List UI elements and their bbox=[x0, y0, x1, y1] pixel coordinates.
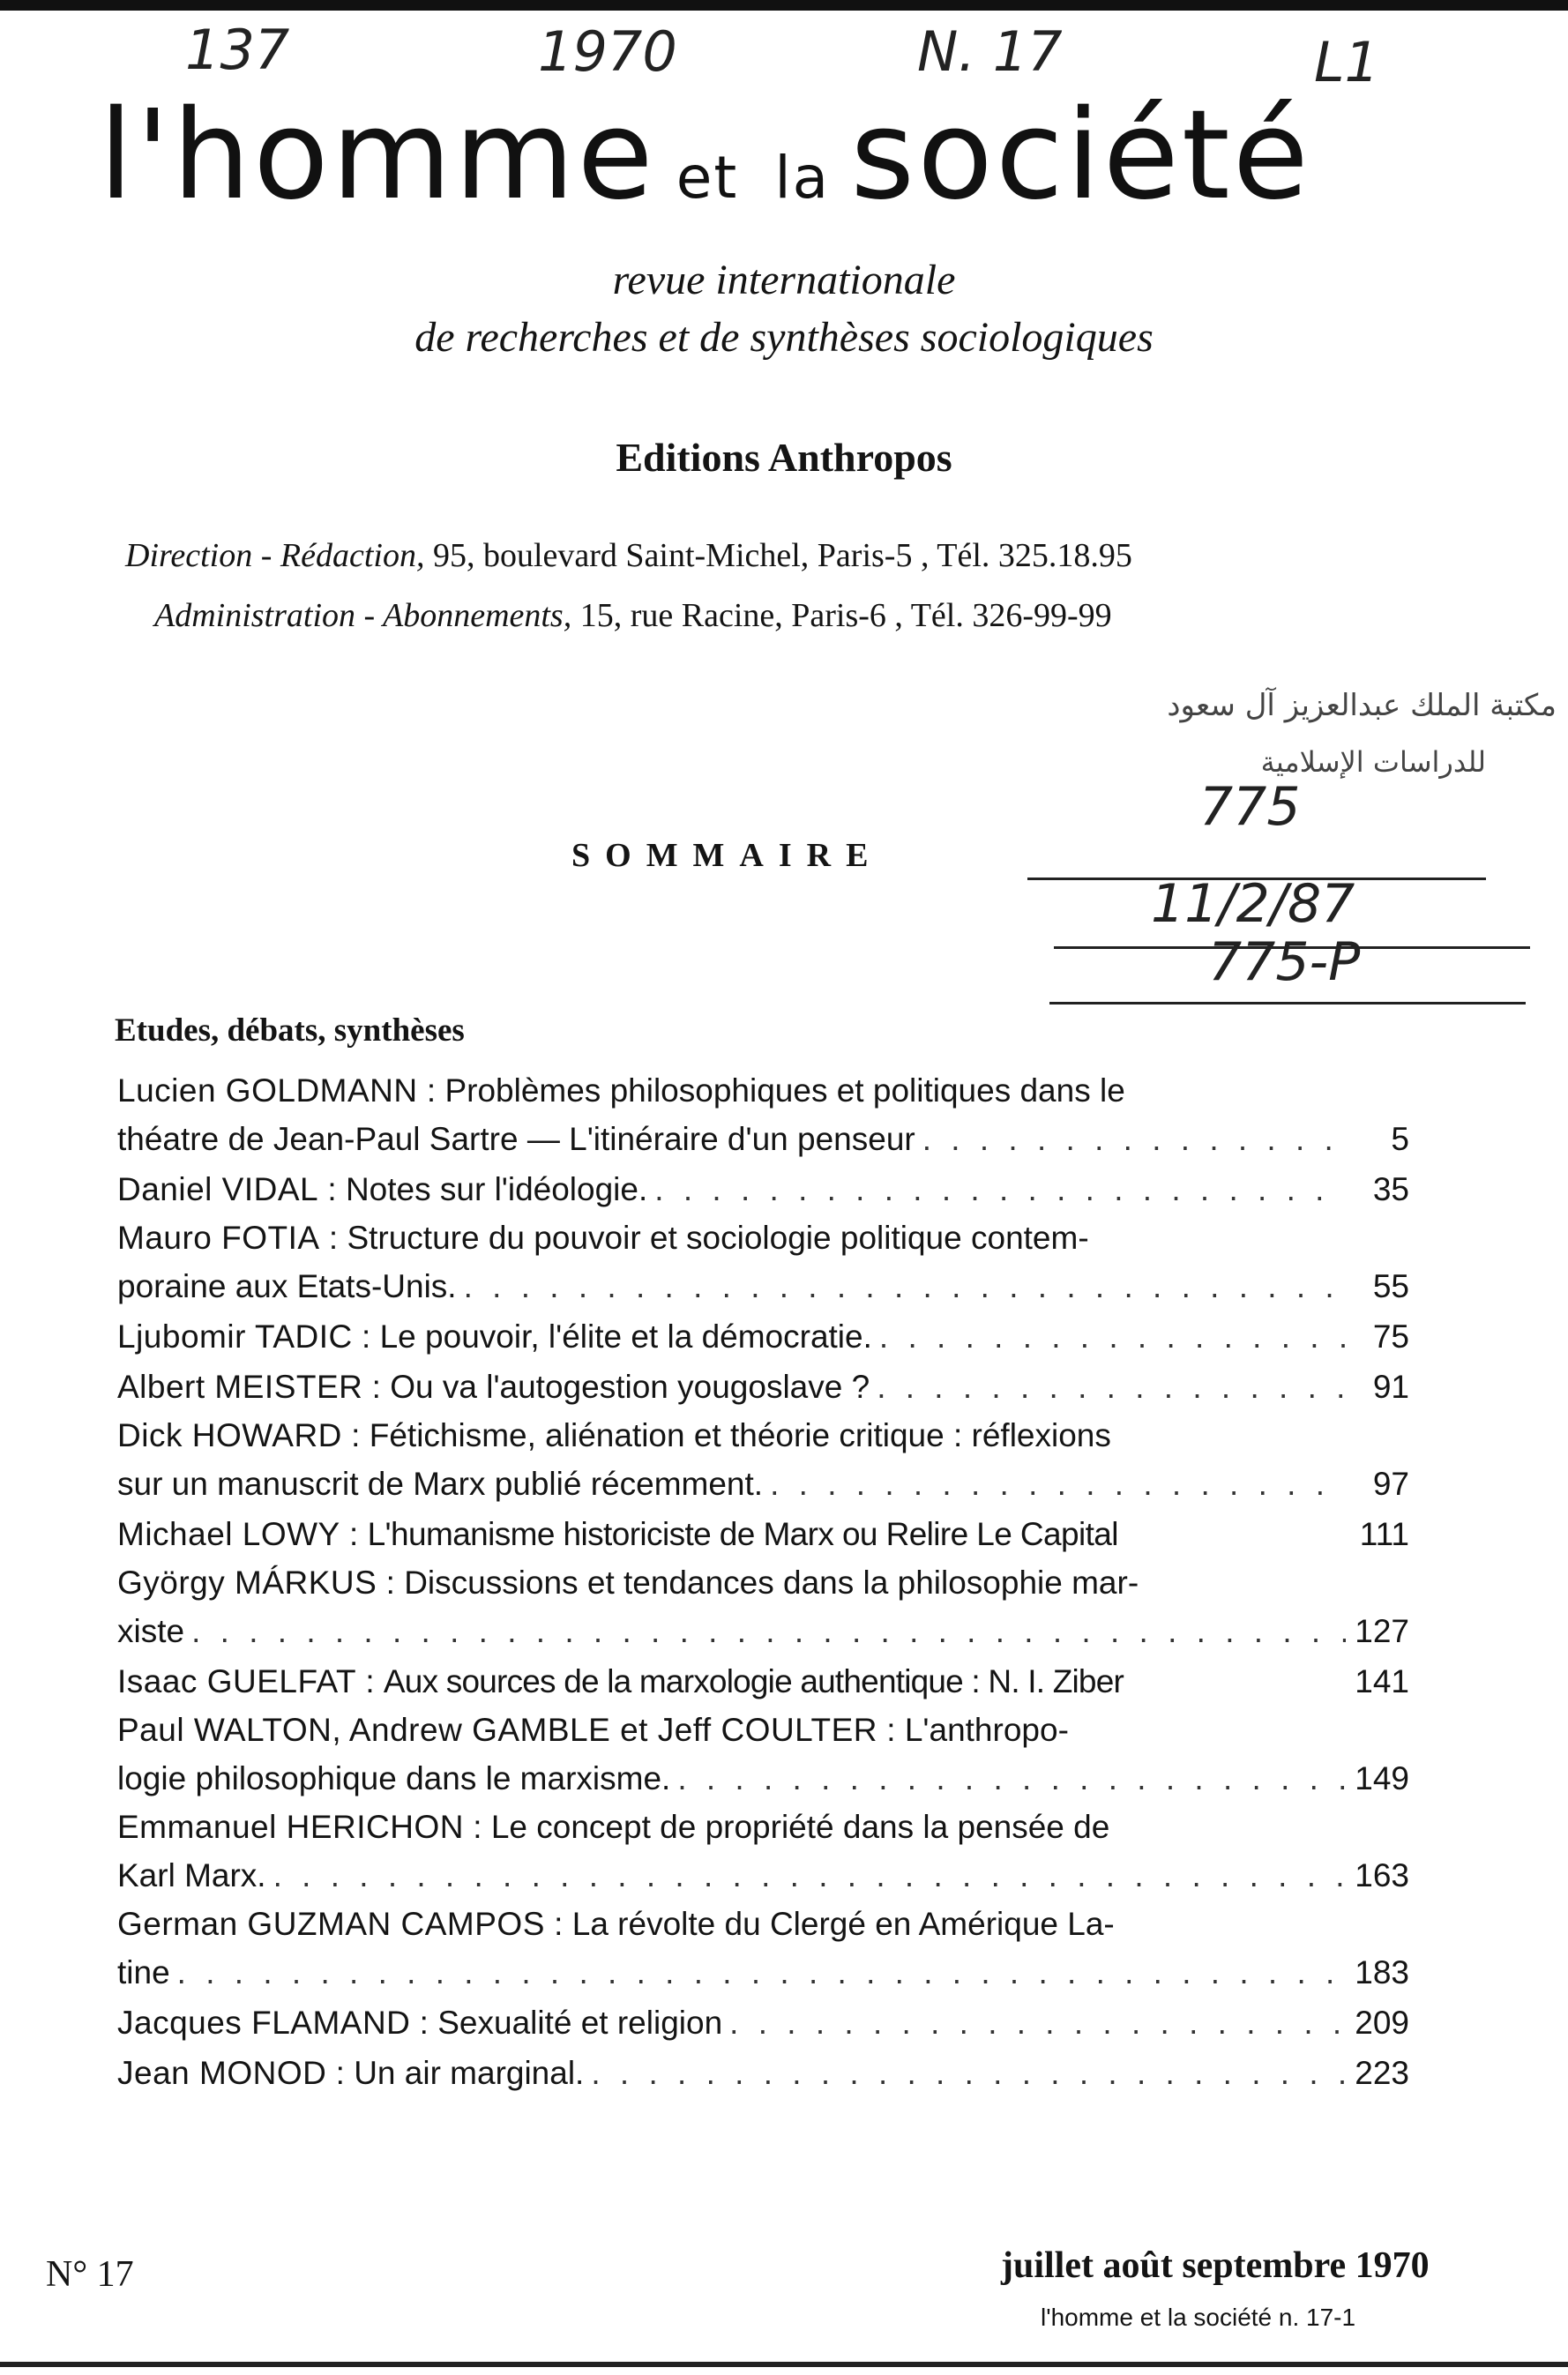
toc-title: Fétichisme, aliénation et théorie critique : réflexions bbox=[369, 1417, 1111, 1453]
toc-title-cont: poraine aux Etats-Unis. bbox=[117, 1268, 457, 1304]
dot-leader bbox=[877, 1362, 1346, 1412]
toc-entry: Albert MEISTER : Ou va l'autogestion yougoslave ? . . . 91 bbox=[117, 1362, 1409, 1412]
handwritten-year: 1970 bbox=[538, 19, 677, 84]
issue-date: juillet août septembre 1970 bbox=[1001, 2245, 1430, 2286]
library-stamp bbox=[1010, 670, 1567, 1023]
dot-leader bbox=[654, 1164, 1346, 1214]
toc-entry: Dick HOWARD : Fétichisme, aliénation et théorie critique : réflexions sur un manuscrit de Marx publié récemment. . . . 97 bbox=[117, 1412, 1409, 1509]
toc-entry: Paul WALTON, Andrew GAMBLE et Jeff COULTER : L'anthropo- logie philosophique dans le marxisme. . . . 149 bbox=[117, 1707, 1409, 1804]
toc-page: 141 bbox=[1355, 1663, 1409, 1699]
handwritten-catalog-number: 137 bbox=[185, 18, 290, 82]
toc-page: 35 bbox=[1372, 1171, 1409, 1207]
toc-page: 149 bbox=[1355, 1760, 1409, 1796]
subtitle-line-2: de recherches et de synthèses sociologiques bbox=[414, 314, 1154, 361]
toc-entry: György MÁRKUS : Discussions et tendances dans la philosophie mar- xiste . . . 127 bbox=[117, 1559, 1409, 1656]
toc-title: Le pouvoir, l'élite et la démocratie. bbox=[379, 1318, 872, 1355]
toc-page: 209 bbox=[1355, 2005, 1409, 2041]
toc-author: Isaac GUELFAT bbox=[117, 1663, 357, 1699]
address-direction-text: 95, boulevard Saint-Michel, Paris-5 , Tél. 325.18.95 bbox=[432, 537, 1132, 574]
toc-author: Daniel VIDAL bbox=[117, 1171, 319, 1207]
dot-leader bbox=[677, 1754, 1346, 1804]
stamp-line-2: للدراسات الإسلامية bbox=[1260, 745, 1486, 779]
toc-page: 75 bbox=[1372, 1318, 1409, 1355]
toc-author: Lucien GOLDMANN bbox=[117, 1072, 418, 1109]
toc-author: György MÁRKUS bbox=[117, 1565, 377, 1601]
toc-page: 223 bbox=[1355, 2055, 1409, 2091]
stamp-line-1: مكتبة الملك عبدالعزيز آل سعود bbox=[1167, 688, 1557, 723]
dot-leader bbox=[464, 1262, 1346, 1311]
toc-page: 163 bbox=[1355, 1857, 1409, 1893]
dot-leader bbox=[770, 1460, 1346, 1509]
toc-title: Structure du pouvoir et sociologie politique contem- bbox=[347, 1220, 1089, 1256]
toc-page: 183 bbox=[1355, 1954, 1409, 1990]
masthead-word-societe: société bbox=[850, 84, 1311, 228]
toc-title-cont: théatre de Jean-Paul Sartre — L'itinéraire d'un penseur bbox=[117, 1121, 915, 1157]
masthead bbox=[99, 84, 1475, 228]
toc-title: Le concept de propriété dans la pensée de bbox=[490, 1809, 1110, 1845]
toc-entry: Daniel VIDAL : Notes sur l'idéologie. . . . 35 bbox=[117, 1164, 1409, 1214]
toc-author: Jean MONOD bbox=[117, 2055, 327, 2091]
toc-title: Notes sur l'idéologie. bbox=[345, 1171, 648, 1207]
toc-entry: Isaac GUELFAT : Aux sources de la marxologie authentique : N. I. Ziber 141 bbox=[117, 1656, 1409, 1707]
dot-leader bbox=[729, 1998, 1346, 2048]
stamp-call-number: 775-P bbox=[1208, 931, 1361, 993]
dot-leader bbox=[591, 2048, 1346, 2098]
toc-title: Sexualité et religion bbox=[437, 2005, 723, 2041]
toc-title: L'anthropo- bbox=[904, 1712, 1069, 1748]
toc-entry: Michael LOWY : L'humanisme historiciste de Marx ou Relire Le Capital 111 bbox=[117, 1509, 1409, 1559]
subtitle-line-1: revue internationale bbox=[612, 257, 956, 303]
sommaire-heading: SOMMAIRE bbox=[571, 837, 884, 874]
top-border bbox=[0, 0, 1568, 11]
toc-page: 55 bbox=[1372, 1268, 1409, 1304]
toc-page: 97 bbox=[1372, 1466, 1409, 1502]
toc-title-cont: sur un manuscrit de Marx publié récemment. bbox=[117, 1466, 764, 1502]
toc-page: 91 bbox=[1372, 1369, 1409, 1405]
dot-leader bbox=[879, 1311, 1346, 1362]
toc-entry: Emmanuel HERICHON : Le concept de propriété dans la pensée de Karl Marx. . . . 163 bbox=[117, 1804, 1409, 1901]
toc-author: Mauro FOTIA bbox=[117, 1220, 320, 1256]
toc-title-cont: tine bbox=[117, 1954, 170, 1990]
dot-leader bbox=[191, 1607, 1346, 1656]
issue-number: N° 17 bbox=[46, 2254, 134, 2295]
toc-author: Emmanuel HERICHON bbox=[117, 1809, 464, 1845]
toc-title: Aux sources de la marxologie authentique : N. I. Ziber bbox=[383, 1663, 1124, 1699]
stamp-date: 11/2/87 bbox=[1151, 873, 1355, 935]
toc-title-cont: logie philosophique dans le marxisme. bbox=[117, 1760, 671, 1796]
toc-entry: Jacques FLAMAND : Sexualité et religion . . . 209 bbox=[117, 1998, 1409, 2048]
toc-author: Paul WALTON, Andrew GAMBLE et Jeff COULTER bbox=[117, 1712, 878, 1748]
masthead-word-la: la bbox=[774, 144, 831, 212]
masthead-word-et: et bbox=[676, 144, 739, 212]
toc-page: 127 bbox=[1355, 1613, 1409, 1649]
stamp-number: 775 bbox=[1199, 776, 1301, 838]
toc-entry: German GUZMAN CAMPOS : La révolte du Clergé en Amérique La- tine . . . 183 bbox=[117, 1901, 1409, 1998]
address-administration bbox=[154, 596, 1112, 635]
toc-title: Ou va l'autogestion yougoslave ? bbox=[390, 1369, 870, 1405]
section-title: Etudes, débats, synthèses bbox=[115, 1012, 465, 1049]
table-of-contents bbox=[117, 1067, 1409, 2098]
toc-page: 111 bbox=[1359, 1516, 1409, 1552]
publisher-name: Editions Anthropos bbox=[616, 435, 952, 480]
toc-author: Albert MEISTER bbox=[117, 1369, 363, 1405]
toc-entry: Ljubomir TADIC : Le pouvoir, l'élite et la démocratie. . . . 75 bbox=[117, 1311, 1409, 1362]
issue-reference: l'homme et la société n. 17-1 bbox=[1041, 2304, 1356, 2331]
bottom-border bbox=[0, 2362, 1568, 2367]
toc-page: 5 bbox=[1391, 1121, 1409, 1157]
address-administration-label: Administration - Abonnements, bbox=[154, 597, 572, 634]
address-direction bbox=[125, 536, 1132, 575]
toc-title: Problèmes philosophiques et politiques dans le bbox=[444, 1072, 1125, 1109]
toc-title-cont: xiste bbox=[117, 1613, 185, 1649]
address-administration-text: 15, rue Racine, Paris-6 , Tél. 326-99-99 bbox=[579, 597, 1112, 634]
dot-leader bbox=[273, 1851, 1346, 1901]
toc-author: Jacques FLAMAND bbox=[117, 2005, 411, 2041]
address-direction-label: Direction - Rédaction, bbox=[125, 537, 425, 574]
masthead-word-homme: l'homme bbox=[99, 84, 656, 228]
toc-title: L'humanisme historiciste de Marx ou Relire Le Capital bbox=[367, 1516, 1118, 1552]
toc-author: Michael LOWY bbox=[117, 1516, 340, 1552]
toc-entry: Lucien GOLDMANN : Problèmes philosophiques et politiques dans le théatre de Jean-Paul Sartre — L'itinéraire d'un penseur . . . 5 bbox=[117, 1067, 1409, 1164]
stamp-rule-3 bbox=[1049, 1002, 1526, 1005]
toc-entry: Jean MONOD : Un air marginal. . . . 223 bbox=[117, 2048, 1409, 2098]
toc-author: Dick HOWARD bbox=[117, 1417, 342, 1453]
toc-author: Ljubomir TADIC bbox=[117, 1318, 353, 1355]
toc-entry: Mauro FOTIA : Structure du pouvoir et sociologie politique contem- poraine aux Etats-Unis. . . . 55 bbox=[117, 1214, 1409, 1311]
dot-leader bbox=[922, 1115, 1346, 1164]
toc-title: Discussions et tendances dans la philosophie mar- bbox=[404, 1565, 1139, 1601]
toc-title-cont: Karl Marx. bbox=[117, 1857, 266, 1893]
handwritten-mark: L1 bbox=[1314, 30, 1379, 94]
dot-leader bbox=[177, 1948, 1346, 1998]
toc-title: Un air marginal. bbox=[354, 2055, 585, 2091]
toc-author: German GUZMAN CAMPOS bbox=[117, 1906, 545, 1942]
toc-title: La révolte du Clergé en Amérique La- bbox=[571, 1906, 1115, 1942]
handwritten-issue: N. 17 bbox=[917, 19, 1063, 84]
